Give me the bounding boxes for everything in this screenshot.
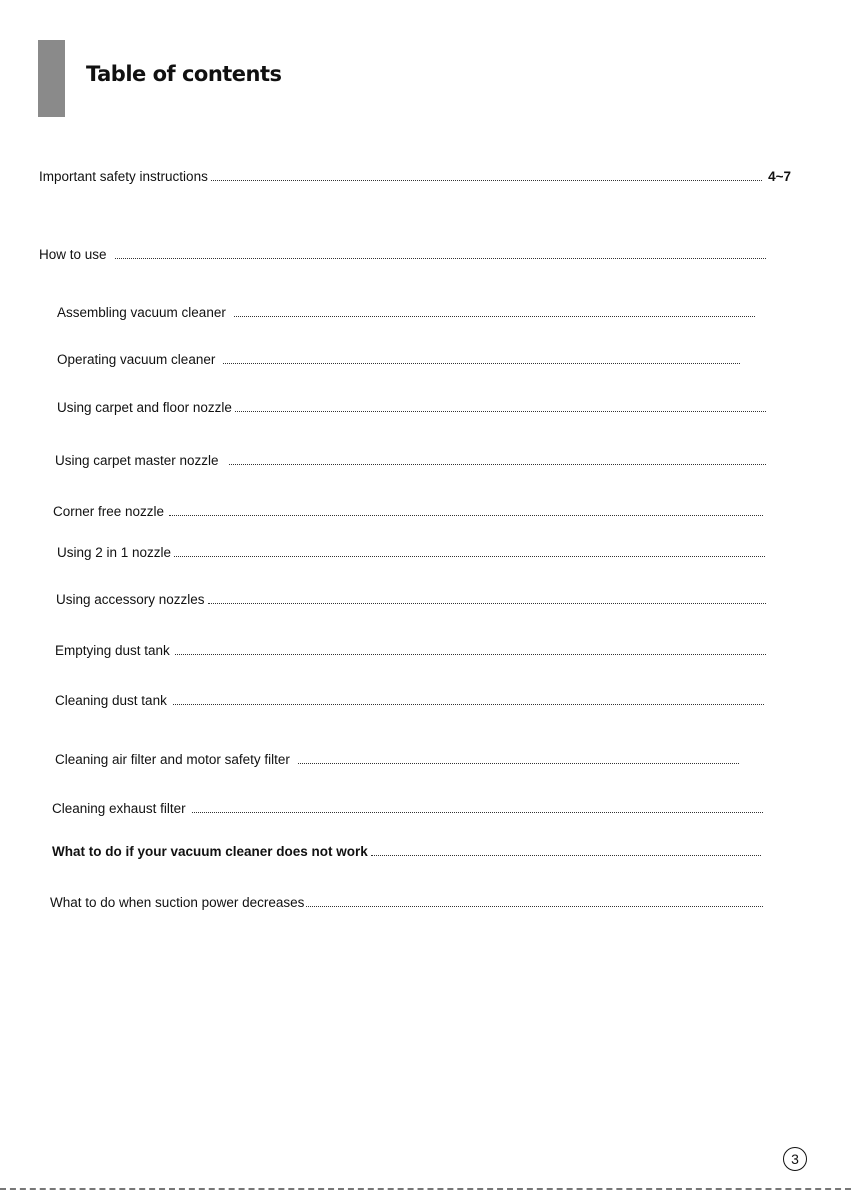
toc-entry-label: Cleaning dust tank: [55, 693, 167, 708]
toc-entry-label: Corner free nozzle: [53, 504, 165, 519]
toc-entry: [57, 305, 755, 321]
toc-entry-label: Operating vacuum cleaner: [57, 352, 216, 367]
toc-leader-dots: [115, 247, 766, 259]
toc-leader-dots: [211, 169, 762, 181]
toc-leader-dots: [298, 752, 739, 764]
toc-entry-label: Using 2 in 1 nozzle: [57, 545, 172, 560]
toc-leader-dots: [306, 895, 763, 907]
toc-entry-label: Using accessory nozzles: [56, 592, 205, 607]
toc-entry: [39, 169, 791, 185]
toc-entry: [57, 352, 740, 368]
toc-entry: [50, 895, 763, 911]
toc-entry: [39, 247, 766, 263]
toc-entry-label: Cleaning exhaust filter: [52, 801, 186, 816]
toc-entry-label: Emptying dust tank: [55, 643, 170, 658]
toc-leader-dots: [223, 352, 740, 364]
toc-entry-label: What to do if your vacuum cleaner does not work: [52, 844, 368, 859]
bottom-dashed-rule: [0, 1188, 851, 1190]
toc-entry: [52, 844, 761, 860]
toc-entry: [53, 504, 763, 520]
toc-entry-label: Assembling vacuum cleaner: [57, 305, 226, 320]
toc-leader-dots: [175, 643, 766, 655]
toc-leader-dots: [192, 801, 763, 813]
toc-entry: [55, 752, 739, 768]
toc-entry: [55, 693, 764, 709]
toc-entry: [57, 545, 765, 561]
toc-entry-label: Using carpet and floor nozzle: [57, 400, 232, 415]
toc-entry: [55, 453, 766, 469]
toc-leader-dots: [371, 844, 761, 856]
toc-entry: [56, 592, 766, 608]
toc-entry-page: 4~7: [768, 169, 791, 184]
toc-leader-dots: [234, 305, 755, 317]
toc-entry-label: Using carpet master nozzle: [55, 453, 219, 468]
page-number: 3: [783, 1147, 807, 1171]
toc-leader-dots: [173, 693, 764, 705]
toc-leader-dots: [229, 453, 766, 465]
toc-entry-label: How to use: [39, 247, 107, 262]
toc-leader-dots: [169, 504, 763, 516]
toc-entry-label: Cleaning air filter and motor safety filter: [55, 752, 290, 767]
title-accent-bar: [38, 40, 65, 117]
toc-entry: [55, 643, 766, 659]
toc-leader-dots: [235, 400, 766, 412]
toc-entry-label: What to do when suction power decreases: [50, 895, 305, 910]
page-title: Table of contents: [86, 62, 282, 86]
toc-entry: [57, 400, 766, 416]
toc-leader-dots: [174, 545, 765, 557]
toc-entry-label: Important safety instructions: [39, 169, 208, 184]
toc-entry: [52, 801, 763, 817]
toc-leader-dots: [208, 592, 766, 604]
